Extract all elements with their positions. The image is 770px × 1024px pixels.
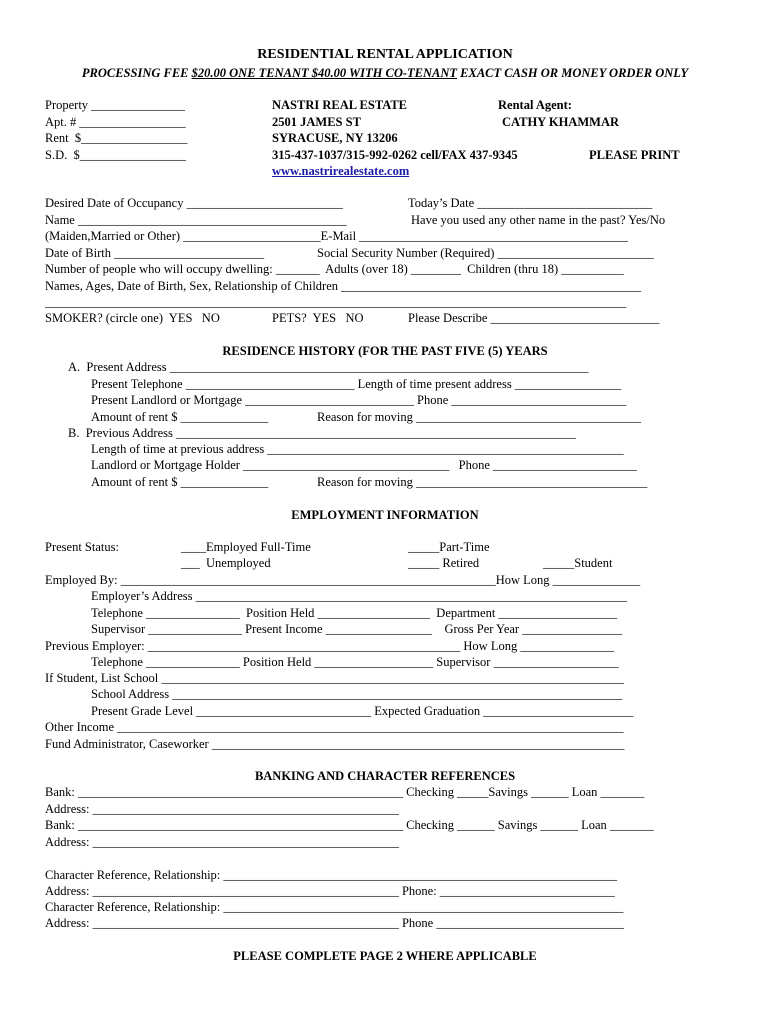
rental-agent-label: Rental Agent: (498, 98, 572, 112)
present-status-label: Present Status: (45, 540, 119, 554)
pets-question[interactable]: PETS? YES NO (272, 311, 364, 325)
form-title: RESIDENTIAL RENTAL APPLICATION (257, 47, 513, 62)
maiden-email-field[interactable]: (Maiden,Married or Other) ______________________E-Mail ___________________________________________ (45, 229, 628, 243)
fund-administrator-field[interactable]: Fund Administrator, Caseworker __________________________________________________________________ (45, 737, 625, 751)
employer-telephone-field[interactable]: Telephone _______________ Position Held __________________ Department ___________________ (91, 606, 618, 620)
apt-field[interactable]: Apt. # _________________ (45, 115, 186, 129)
occupants-field[interactable]: Number of people who will occupy dwelling: _______ Adults (over 18) ________ Children (thru 18) __________ (45, 262, 624, 276)
grade-level-field[interactable]: Present Grade Level ____________________________ Expected Graduation ________________________ (91, 704, 634, 718)
previous-employer-telephone-field[interactable]: Telephone _______________ Position Held ___________________ Supervisor ____________________ (91, 655, 619, 669)
retired-option[interactable]: _____ Retired (408, 556, 480, 570)
school-address-field[interactable]: School Address ________________________________________________________________________ (91, 687, 623, 701)
employed-by-field[interactable]: Employed By: ____________________________________________________________How Long ______________ (45, 573, 641, 587)
residence-history-heading: RESIDENCE HISTORY (FOR THE PAST FIVE (5) YEARS (222, 344, 548, 358)
bank-1-address-field[interactable]: Address: _________________________________________________ (45, 802, 399, 816)
children-details-field[interactable]: Names, Ages, Date of Birth, Sex, Relationship of Children ________________________________________________ (45, 279, 642, 293)
fee-prefix: PROCESSING FEE (81, 66, 192, 80)
present-rent-field[interactable]: Amount of rent $ ______________ (91, 410, 269, 424)
previous-rent-field[interactable]: Amount of rent $ ______________ (91, 475, 269, 489)
please-print-note: PLEASE PRINT (589, 148, 680, 162)
reference-1-field[interactable]: Character Reference, Relationship: _______________________________________________________________ (45, 868, 618, 882)
rental-agent-name: CATHY KHAMMAR (502, 115, 619, 129)
company-website-link[interactable]: www.nastrirealestate.com (272, 164, 410, 178)
supervisor-income-field[interactable]: Supervisor _______________ Present Income _________________ Gross Per Year ________________ (91, 622, 623, 636)
children-details-continuation[interactable]: _____________________________________________________________________________________________ (45, 295, 627, 309)
name-field[interactable]: Name ___________________________________________ (45, 213, 347, 227)
todays-date-field[interactable]: Today’s Date ____________________________ (408, 196, 653, 210)
fee-suffix: EXACT CASH OR MONEY ORDER ONLY (457, 66, 689, 80)
date-of-birth-field[interactable]: Date of Birth ________________________ (45, 246, 265, 260)
present-telephone-field[interactable]: Present Telephone ___________________________ Length of time present address _________________ (91, 377, 622, 391)
present-address-field[interactable]: A. Present Address ___________________________________________________________________ (68, 360, 589, 374)
company-city: SYRACUSE, NY 13206 (272, 131, 398, 145)
processing-fee-notice (0, 65, 770, 81)
bank-2-field[interactable]: Bank: ____________________________________________________ Checking ______ Savings ______ Loan _______ (45, 818, 654, 832)
other-income-field[interactable]: Other Income _________________________________________________________________________________ (45, 720, 624, 734)
footer-note: PLEASE COMPLETE PAGE 2 WHERE APPLICABLE (233, 949, 537, 963)
employment-heading: EMPLOYMENT INFORMATION (291, 508, 479, 522)
previous-address-field[interactable]: B. Previous Address ________________________________________________________________ (68, 426, 576, 440)
employed-full-time-option[interactable]: ____Employed Full-Time (181, 540, 311, 554)
ssn-field[interactable]: Social Security Number (Required) _________________________ (317, 246, 654, 260)
employer-address-field[interactable]: Employer’s Address _____________________________________________________________________ (91, 589, 627, 603)
previous-reason-moving-field[interactable]: Reason for moving _____________________________________ (317, 475, 648, 489)
reference-2-field[interactable]: Character Reference, Relationship: ________________________________________________________________ (45, 900, 624, 914)
previous-length-field[interactable]: Length of time at previous address _________________________________________________________ (91, 442, 624, 456)
previous-landlord-field[interactable]: Landlord or Mortgage Holder _________________________________ Phone _______________________ (91, 458, 637, 472)
occupancy-date-field[interactable]: Desired Date of Occupancy _________________________ (45, 196, 343, 210)
bank-1-field[interactable]: Bank: ____________________________________________________ Checking _____Savings ______ Loan _______ (45, 785, 645, 799)
company-name: NASTRI REAL ESTATE (272, 98, 407, 112)
reference-1-address-field[interactable]: Address: _________________________________________________ Phone: ____________________________ (45, 884, 615, 898)
pets-description-field[interactable]: Please Describe ___________________________ (408, 311, 660, 325)
bank-2-address-field[interactable]: Address: _________________________________________________ (45, 835, 399, 849)
part-time-option[interactable]: _____Part-Time (408, 540, 490, 554)
fee-amounts: $20.00 ONE TENANT $40.00 WITH CO-TENANT (191, 66, 458, 80)
reference-2-address-field[interactable]: Address: _________________________________________________ Phone ______________________________ (45, 916, 624, 930)
present-reason-moving-field[interactable]: Reason for moving ____________________________________ (317, 410, 641, 424)
present-landlord-field[interactable]: Present Landlord or Mortgage ___________________________ Phone ____________________________ (91, 393, 627, 407)
company-street: 2501 JAMES ST (272, 115, 361, 129)
school-field[interactable]: If Student, List School __________________________________________________________________________ (45, 671, 624, 685)
unemployed-option[interactable]: ___ Unemployed (181, 556, 271, 570)
security-deposit-field[interactable]: S.D. $_________________ (45, 148, 186, 162)
rent-field[interactable]: Rent $_________________ (45, 131, 188, 145)
other-name-question[interactable]: Have you used any other name in the past? Yes/No (411, 213, 666, 227)
student-option[interactable]: _____Student (543, 556, 613, 570)
previous-employer-field[interactable]: Previous Employer: __________________________________________________ How Long _______________ (45, 639, 615, 653)
property-field[interactable]: Property _______________ (45, 98, 185, 112)
smoker-question[interactable]: SMOKER? (circle one) YES NO (45, 311, 220, 325)
company-phones: 315-437-1037/315-992-0262 cell/FAX 437-9345 (272, 148, 518, 162)
banking-references-heading: BANKING AND CHARACTER REFERENCES (254, 769, 516, 783)
